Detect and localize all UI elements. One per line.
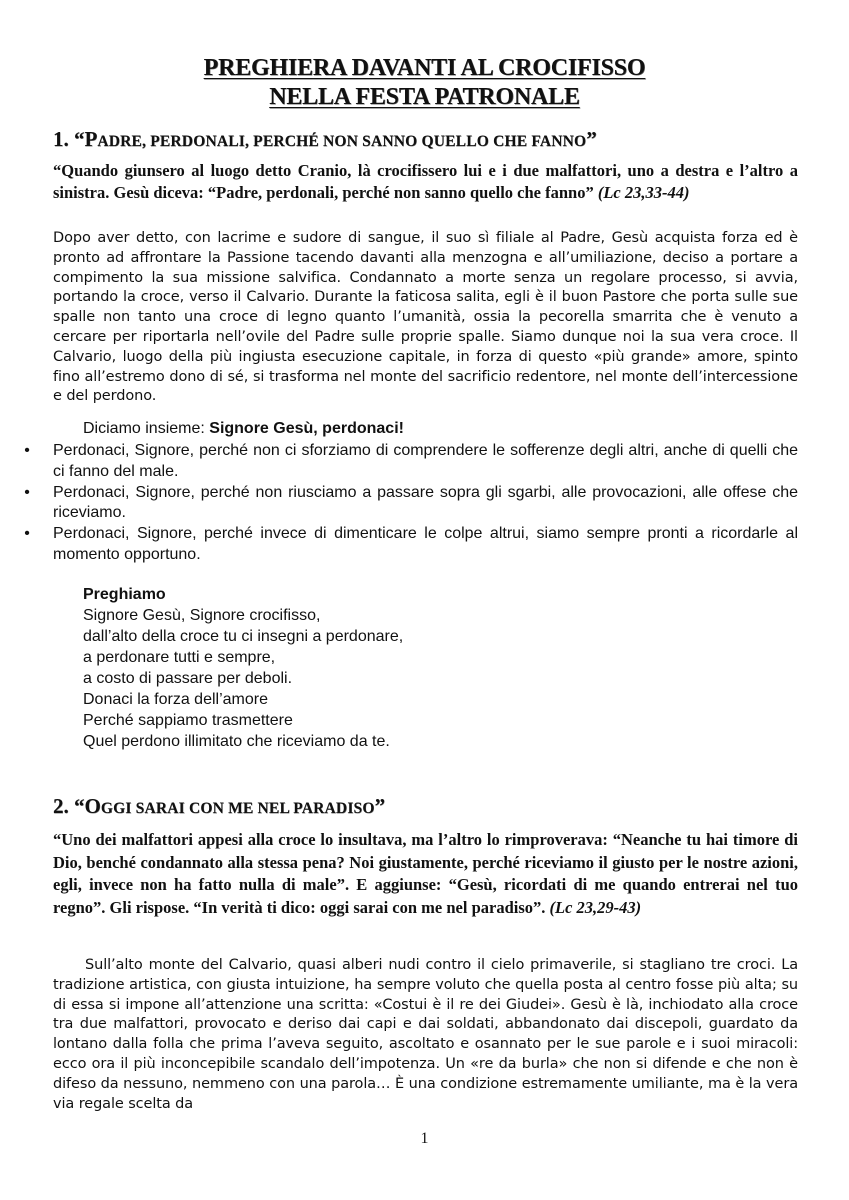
- list-item: [22, 483, 798, 525]
- prayer-block: [83, 584, 403, 752]
- section-2-heading-initial: “O: [74, 794, 101, 818]
- list-item-text: Perdonaci, Signore, perché invece di dimenticare le colpe altrui, siamo sempre pronti a ricordarle al momento opportuno.: [53, 525, 798, 563]
- document-title-line-2: NELLA FESTA PATRONALE: [269, 84, 580, 110]
- section-1-reflection: Dopo aver detto, con lacrime e sudore di sangue, il suo sì filiale al Padre, Gesù acquista forza ed è pronto ad affrontare la Passione tacendo davanti alla menzogna e all’umiliazione, deciso a portare a compimento la sua missione salvifica. Condannato a morte senza un regolare processo, si avvia, portando la croce, verso il Calvario. Durante la faticosa salita, egli è il buon Pastore che porta sulle sue spalle non tanto una croce di legno quanto l’umanità, ossia la pecorella smarrita che è venuto a cercare per riportarla nell’ovile del Padre sulle proprie spalle. Siamo dunque noi la sua vera croce. Il Calvario, luogo della più ingiusta esecuzione capitale, in forza di questo «più grande» amore, spinto fino all’estremo dono di sé, si trasforma nel monte del sacrificio redentore, nel monte dell’intercessione e del perdono.: [53, 230, 798, 405]
- section-1-gospel-quote: [53, 160, 798, 203]
- prayer-line: a costo di passare per deboli.: [83, 670, 293, 687]
- section-1-quote-text: “Quando giunsero al luogo detto Cranio, là crocifissero lui e i due malfattori, uno a destra e l’altro a sinistra. Gesù diceva: “Padre, perdonali, perché non sanno quello che fanno”: [53, 161, 798, 202]
- section-1-number: 1.: [53, 127, 74, 151]
- section-2-reflection: Sull’alto monte del Calvario, quasi alberi nudi contro il cielo primaverile, si stagliano tre croci. La tradizione artistica, con giusta intuizione, ha sempre voluto che quella posta al centro fosse più alta; su di essa si impone all’attenzione una scritta: «Costui è il re dei Giudei». Gesù è là, inchiodato alla croce tra due malfattori, provocato e deriso dai capi e dai soldati, abbandonato dai discepoli, guardato da lontano dalla folla che prima l’aveva seguito, ascoltato e osannato per le sue parole e i suoi miracoli: ecco ora il più inconcepibile scandalo dell’impotenza. Un «re da burla» che non si difende e che non è difeso da nessuno, nemmeno con una parola… È una condizione estremamente umiliante, ma è la vera via regale scelta da: [53, 957, 798, 1112]
- section-2-number: 2.: [53, 794, 74, 818]
- invitation-prefix: Diciamo insieme:: [83, 420, 210, 437]
- prayer-line: Quel perdono illimitato che riceviamo da te.: [83, 733, 390, 750]
- document-title-line-1: PREGHIERA DAVANTI AL CROCIFISSO: [203, 55, 646, 81]
- section-2-quote-reference: (Lc 23,29-43): [549, 897, 642, 917]
- bullet-icon: •: [24, 483, 30, 501]
- prayer-line: Signore Gesù, Signore crocifisso,: [83, 607, 321, 624]
- bullet-icon: •: [24, 525, 30, 543]
- prayer-line: a perdonare tutti e sempre,: [83, 649, 276, 666]
- section-2-heading-text: GGI SARAI CON ME NEL PARADISO: [100, 800, 375, 817]
- section-1-heading-close: ”: [586, 127, 597, 151]
- prayer-line: Donaci la forza dell’amore: [83, 691, 268, 708]
- intercession-list: [22, 441, 798, 566]
- prayer-title: Preghiamo: [83, 586, 166, 603]
- bullet-icon: •: [24, 442, 30, 459]
- prayer-line: Perché sappiamo trasmettere: [83, 712, 293, 729]
- section-2-quote-text: “Uno dei malfattori appesi alla croce lo insultava, ma l’altro lo rimproverava: “Neanche tu hai timore di Dio, benché condannato alla stessa pena? Noi giustamente, perché riceviamo il giusto per le nostre azioni, egli, invece non ha fatto nulla di male”. E aggiunse: “Gesù, ricordati di me quando entrerai nel tuo regno”. Gli rispose. “In verità ti dico: oggi sarai con me nel paradiso”.: [53, 830, 798, 917]
- list-item: [22, 441, 798, 483]
- page-number: 1: [420, 1130, 429, 1147]
- section-2-heading: [53, 793, 813, 822]
- section-1-heading-text: ADRE, PERDONALI, PERCHÉ NON SANNO QUELLO CHE FANNO: [97, 133, 587, 150]
- list-item-text: Perdonaci, Signore, perché non riusciamo a passare sopra gli sgarbi, alle provocazioni, alle offese che riceviamo.: [53, 483, 798, 522]
- list-item-text: Perdonaci, Signore, perché non ci sforziamo di comprendere le sofferenze degli altri, anche di quelli che ci fanno del male.: [53, 442, 798, 480]
- section-2-gospel-quote: [53, 829, 798, 919]
- list-item: [22, 524, 798, 566]
- section-2-heading-close: ”: [374, 794, 386, 818]
- section-1-heading: [53, 126, 813, 155]
- section-1-invitation: [83, 419, 404, 440]
- section-1-quote-reference: (Lc 23,33-44): [597, 182, 690, 202]
- prayer-line: dall’alto della croce tu ci insegni a perdonare,: [83, 628, 404, 645]
- invitation-response: Signore Gesù, perdonaci!: [209, 420, 404, 437]
- section-1-heading-initial: “P: [74, 127, 98, 151]
